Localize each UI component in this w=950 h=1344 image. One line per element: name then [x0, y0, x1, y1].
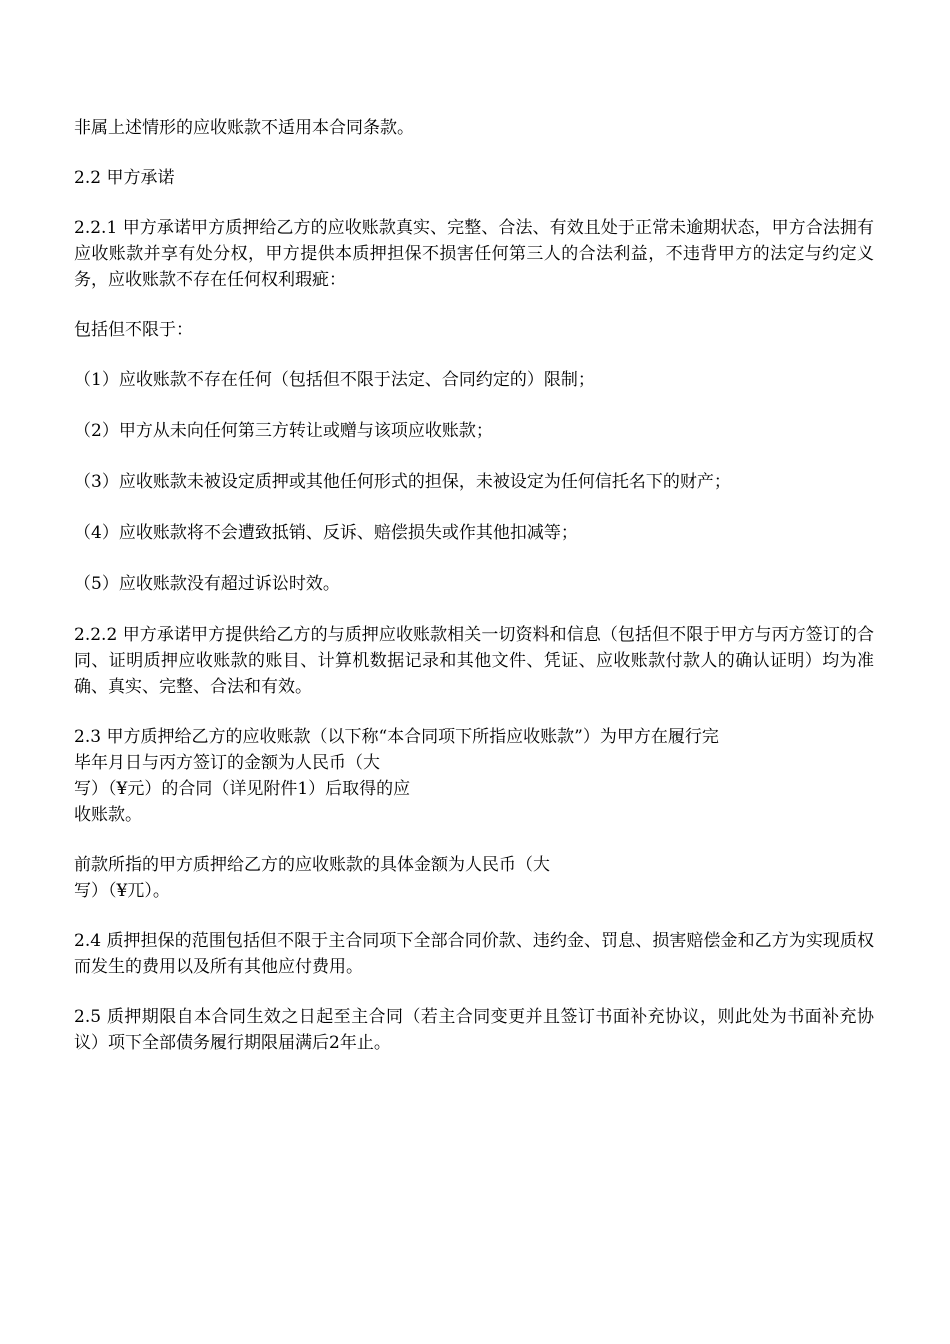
clause-2-4: 2.4 质押担保的范围包括但不限于主合同项下全部合同价款、违约金、罚息、损害赔偿金和乙方为实现质权而发生的费用以及所有其他应付费用。: [74, 931, 874, 977]
list-item-1: （1）应收账款不存在任何（包括但不限于法定、合同约定的）限制；: [74, 370, 595, 390]
clause-2-3-line: 毕年月日与丙方签订的金额为人民币（大: [74, 753, 380, 773]
document-page: [74, 115, 874, 1080]
list-item-5: （5）应收账款没有超过诉讼时效。: [74, 574, 340, 594]
paragraph-including: 包括但不限于：: [74, 320, 193, 340]
list-item-2: （2）甲方从未向任何第三方转让或赠与该项应收账款；: [74, 421, 493, 441]
clause-2-3-line: 收账款。: [74, 805, 142, 825]
clause-2-3-line: 2.3 甲方质押给乙方的应收账款（以下称“本合同项下所指应收账款”）为甲方在履行完: [74, 727, 719, 747]
paragraph-scope-note: 非属上述情形的应收账款不适用本合同条款。: [74, 118, 414, 138]
clause-2-2-2: 2.2.2 甲方承诺甲方提供给乙方的与质押应收账款相关一切资料和信息（包括但不限于甲方与丙方签订的合同、证明质押应收账款的账目、计算机数据记录和其他文件、凭证、应收账款付款人的确认证明）均为准确、真实、完整、合法和有效。: [74, 625, 874, 697]
clause-2-3: [74, 724, 874, 828]
list-item-3: （3）应收账款未被设定质押或其他任何形式的担保，未被设定为任何信托名下的财产；: [74, 472, 731, 492]
amount-line: 写）（¥兀）。: [74, 881, 170, 901]
amount-line: 前款所指的甲方质押给乙方的应收账款的具体金额为人民币（大: [74, 855, 550, 875]
clause-2-3-line: 写）（¥元）的合同（详见附件1）后取得的应: [74, 779, 411, 799]
section-heading-2-2: 2.2 甲方承诺: [74, 168, 175, 188]
list-item-4: （4）应收账款将不会遭致抵销、反诉、赔偿损失或作其他扣减等；: [74, 523, 578, 543]
clause-2-2-1: 2.2.1 甲方承诺甲方质押给乙方的应收账款真实、完整、合法、有效且处于正常未逾期状态，甲方合法拥有应收账款并享有处分权，甲方提供本质押担保不损害任何第三人的合法利益，不违背甲方的法定与约定义务，应收账款不存在任何权利瑕疵：: [74, 218, 874, 290]
paragraph-amount: [74, 852, 874, 904]
clause-2-5: 2.5 质押期限自本合同生效之日起至主合同（若主合同变更并且签订书面补充协议，则此处为书面补充协议）项下全部债务履行期限届满后2年止。: [74, 1007, 874, 1053]
